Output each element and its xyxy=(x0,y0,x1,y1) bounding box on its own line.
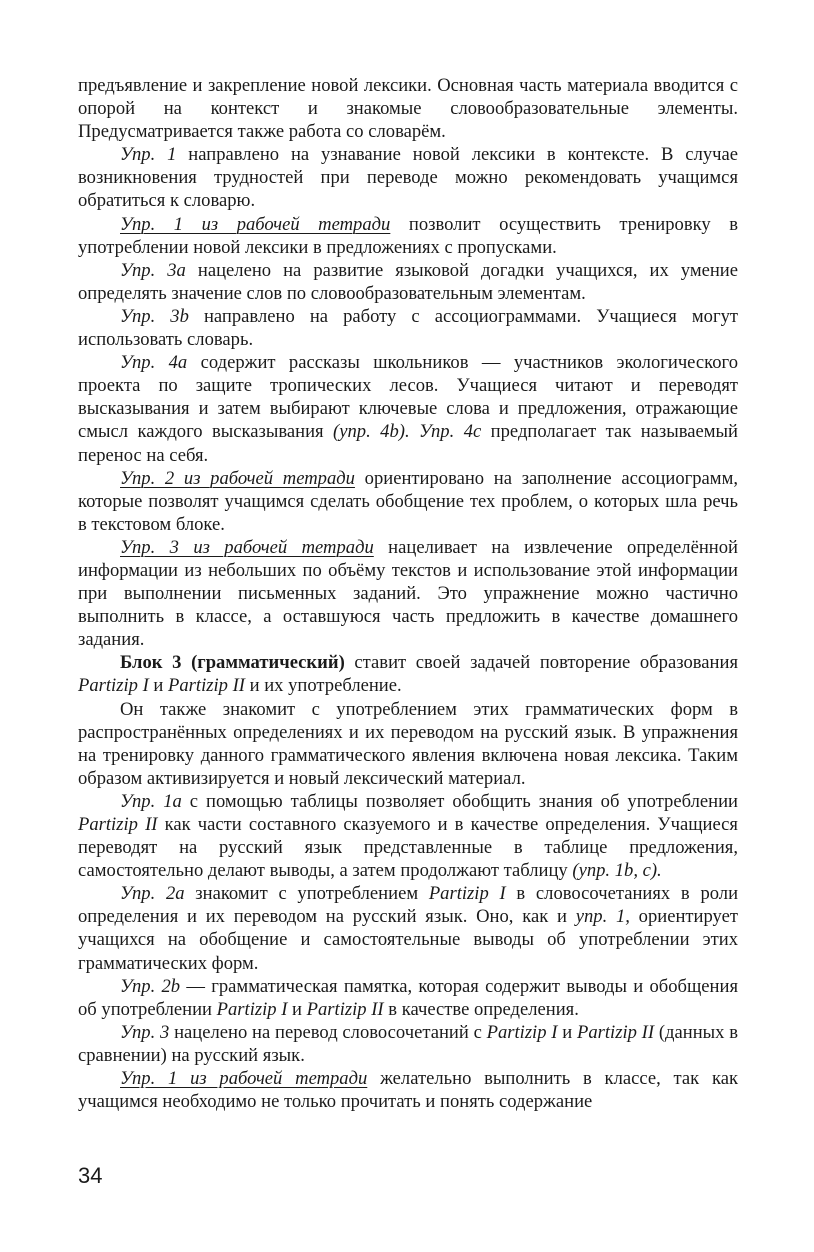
exercise-ref: Упр. 1a xyxy=(120,790,182,812)
term: Partizip II xyxy=(78,814,158,835)
term: Partizip I xyxy=(216,998,288,1020)
paragraph: Упр. 1a с помощью таблицы позволяет обобщить знания об употреблении Partizip II как части составного сказуемого и в качестве определения. Учащиеся переводят на русский язык представленные в таблице предложения, самостоятельно делают выводы, а затем продолжают таблицу (упр. 1b, с). xyxy=(78,790,738,882)
workbook-exercise-ref: Упр. 1 из рабочей тетради xyxy=(120,213,391,235)
paragraph: Упр. 2b — грамматическая памятка, которая содержит выводы и обобщения об употреблении Partizip I и Partizip II в качестве определения. xyxy=(78,975,738,1020)
page-number: 34 xyxy=(78,1163,103,1188)
exercise-ref: Упр. 3b xyxy=(120,305,189,327)
paragraph: Упр. 2a знакомит с употреблением Partizip I в словосочетаниях в роли определения и их переводом на русский язык. Оно, как и упр. 1, ориентирует учащихся на обобщение и самостоятельные выводы об употреблении этих грамматических форм. xyxy=(78,883,739,974)
exercise-ref: Упр. 2b xyxy=(120,975,181,997)
paragraph: Упр. 3 из рабочей тетради нацеливает на извлечение определённой информации из небольших по объёму текстов и использование этой информации при выполнении письменных заданий. Это упражнение можно частично выполнить в классе, а оставшуюся часть предложить в качестве домашнего задания. xyxy=(78,536,738,651)
exercise-ref: Упр. 3 xyxy=(120,1021,170,1043)
exercise-ref: Упр. 1 xyxy=(120,144,177,166)
paragraph: Упр. 3 нацелено на перевод словосочетаний с Partizip I и Partizip II (данных в сравнении) на русский язык. xyxy=(78,1021,738,1066)
term: Partizip I xyxy=(428,883,506,905)
paragraph: Упр. 1 из рабочей тетради позволит осуществить тренировку в употреблении новой лексики в предложениях с пропусками. xyxy=(78,213,738,258)
workbook-exercise-ref: Упр. 2 из рабочей тетради xyxy=(120,467,355,489)
paragraph: Упр. 3a нацелено на развитие языковой догадки учащихся, их умение определять значение слов по словообразовательным элементам. xyxy=(78,259,738,304)
term: Partizip I xyxy=(78,675,149,697)
paragraph: Упр. 4a содержит рассказы школьников — участников экологического проекта по защите тропических лесов. Учащиеся читают и переводят высказывания и затем выбирают ключевые слова и предложения, отражающие смысл каждого высказывания (упр. 4b). Упр. 4c предполагает так называемый перенос на себя. xyxy=(78,352,738,466)
paragraph: предъявление и закрепление новой лексики. Основная часть материала вводится с опорой на контекст и знакомые словообразовательные элементы. Предусматривается также работа со словарём. xyxy=(78,75,738,143)
term: Partizip II xyxy=(306,998,384,1020)
term: Partizip I xyxy=(486,1021,558,1043)
exercise-ref: (упр. 1b, с). xyxy=(572,860,662,882)
exercise-ref: Упр. 2a xyxy=(120,883,185,905)
paragraph: Блок 3 (грамматический) ставит своей задачей повторение образования Partizip I и Partizip II и их употребление. xyxy=(78,652,739,697)
exercise-ref: Упр. 4a xyxy=(120,352,188,374)
exercise-ref: (упр. 4b). Упр. 4c xyxy=(333,421,482,443)
paragraph: Упр. 2 из рабочей тетради ориентировано на заполнение ассоциограмм, которые позволят учащимся сделать обобщение тех проблем, о которых шла речь в текстовом блоке. xyxy=(78,467,738,535)
paragraph: Упр. 1 направлено на узнавание новой лексики в контексте. В случае возникновения трудностей при переводе можно рекомендовать учащимся обратиться к словарю. xyxy=(78,144,738,212)
page-body xyxy=(78,74,738,1113)
exercise-ref: Упр. 3a xyxy=(120,259,186,281)
exercise-ref: упр. 1, xyxy=(575,906,630,928)
term: Partizip II xyxy=(576,1021,655,1043)
workbook-exercise-ref: Упр. 1 из рабочей тетради xyxy=(120,1068,368,1090)
paragraph: Он также знакомит с употреблением этих грамматических форм в распространённых определениях и их переводом на русский язык. В упражнения на тренировку данного грамматического явления включена новая лексика. Таким образом активизируется и новый лексический материал. xyxy=(78,698,738,789)
section-heading: Блок 3 (грамматический) xyxy=(120,652,345,674)
paragraph: Упр. 1 из рабочей тетради желательно выполнить в классе, так как учащимся необходимо не только прочитать и понять содержание xyxy=(78,1068,738,1113)
paragraph: Упр. 3b направлено на работу с ассоциограммами. Учащиеся могут использовать словарь. xyxy=(78,305,738,351)
workbook-exercise-ref: Упр. 3 из рабочей тетради xyxy=(120,536,374,558)
term: Partizip II xyxy=(168,675,245,697)
